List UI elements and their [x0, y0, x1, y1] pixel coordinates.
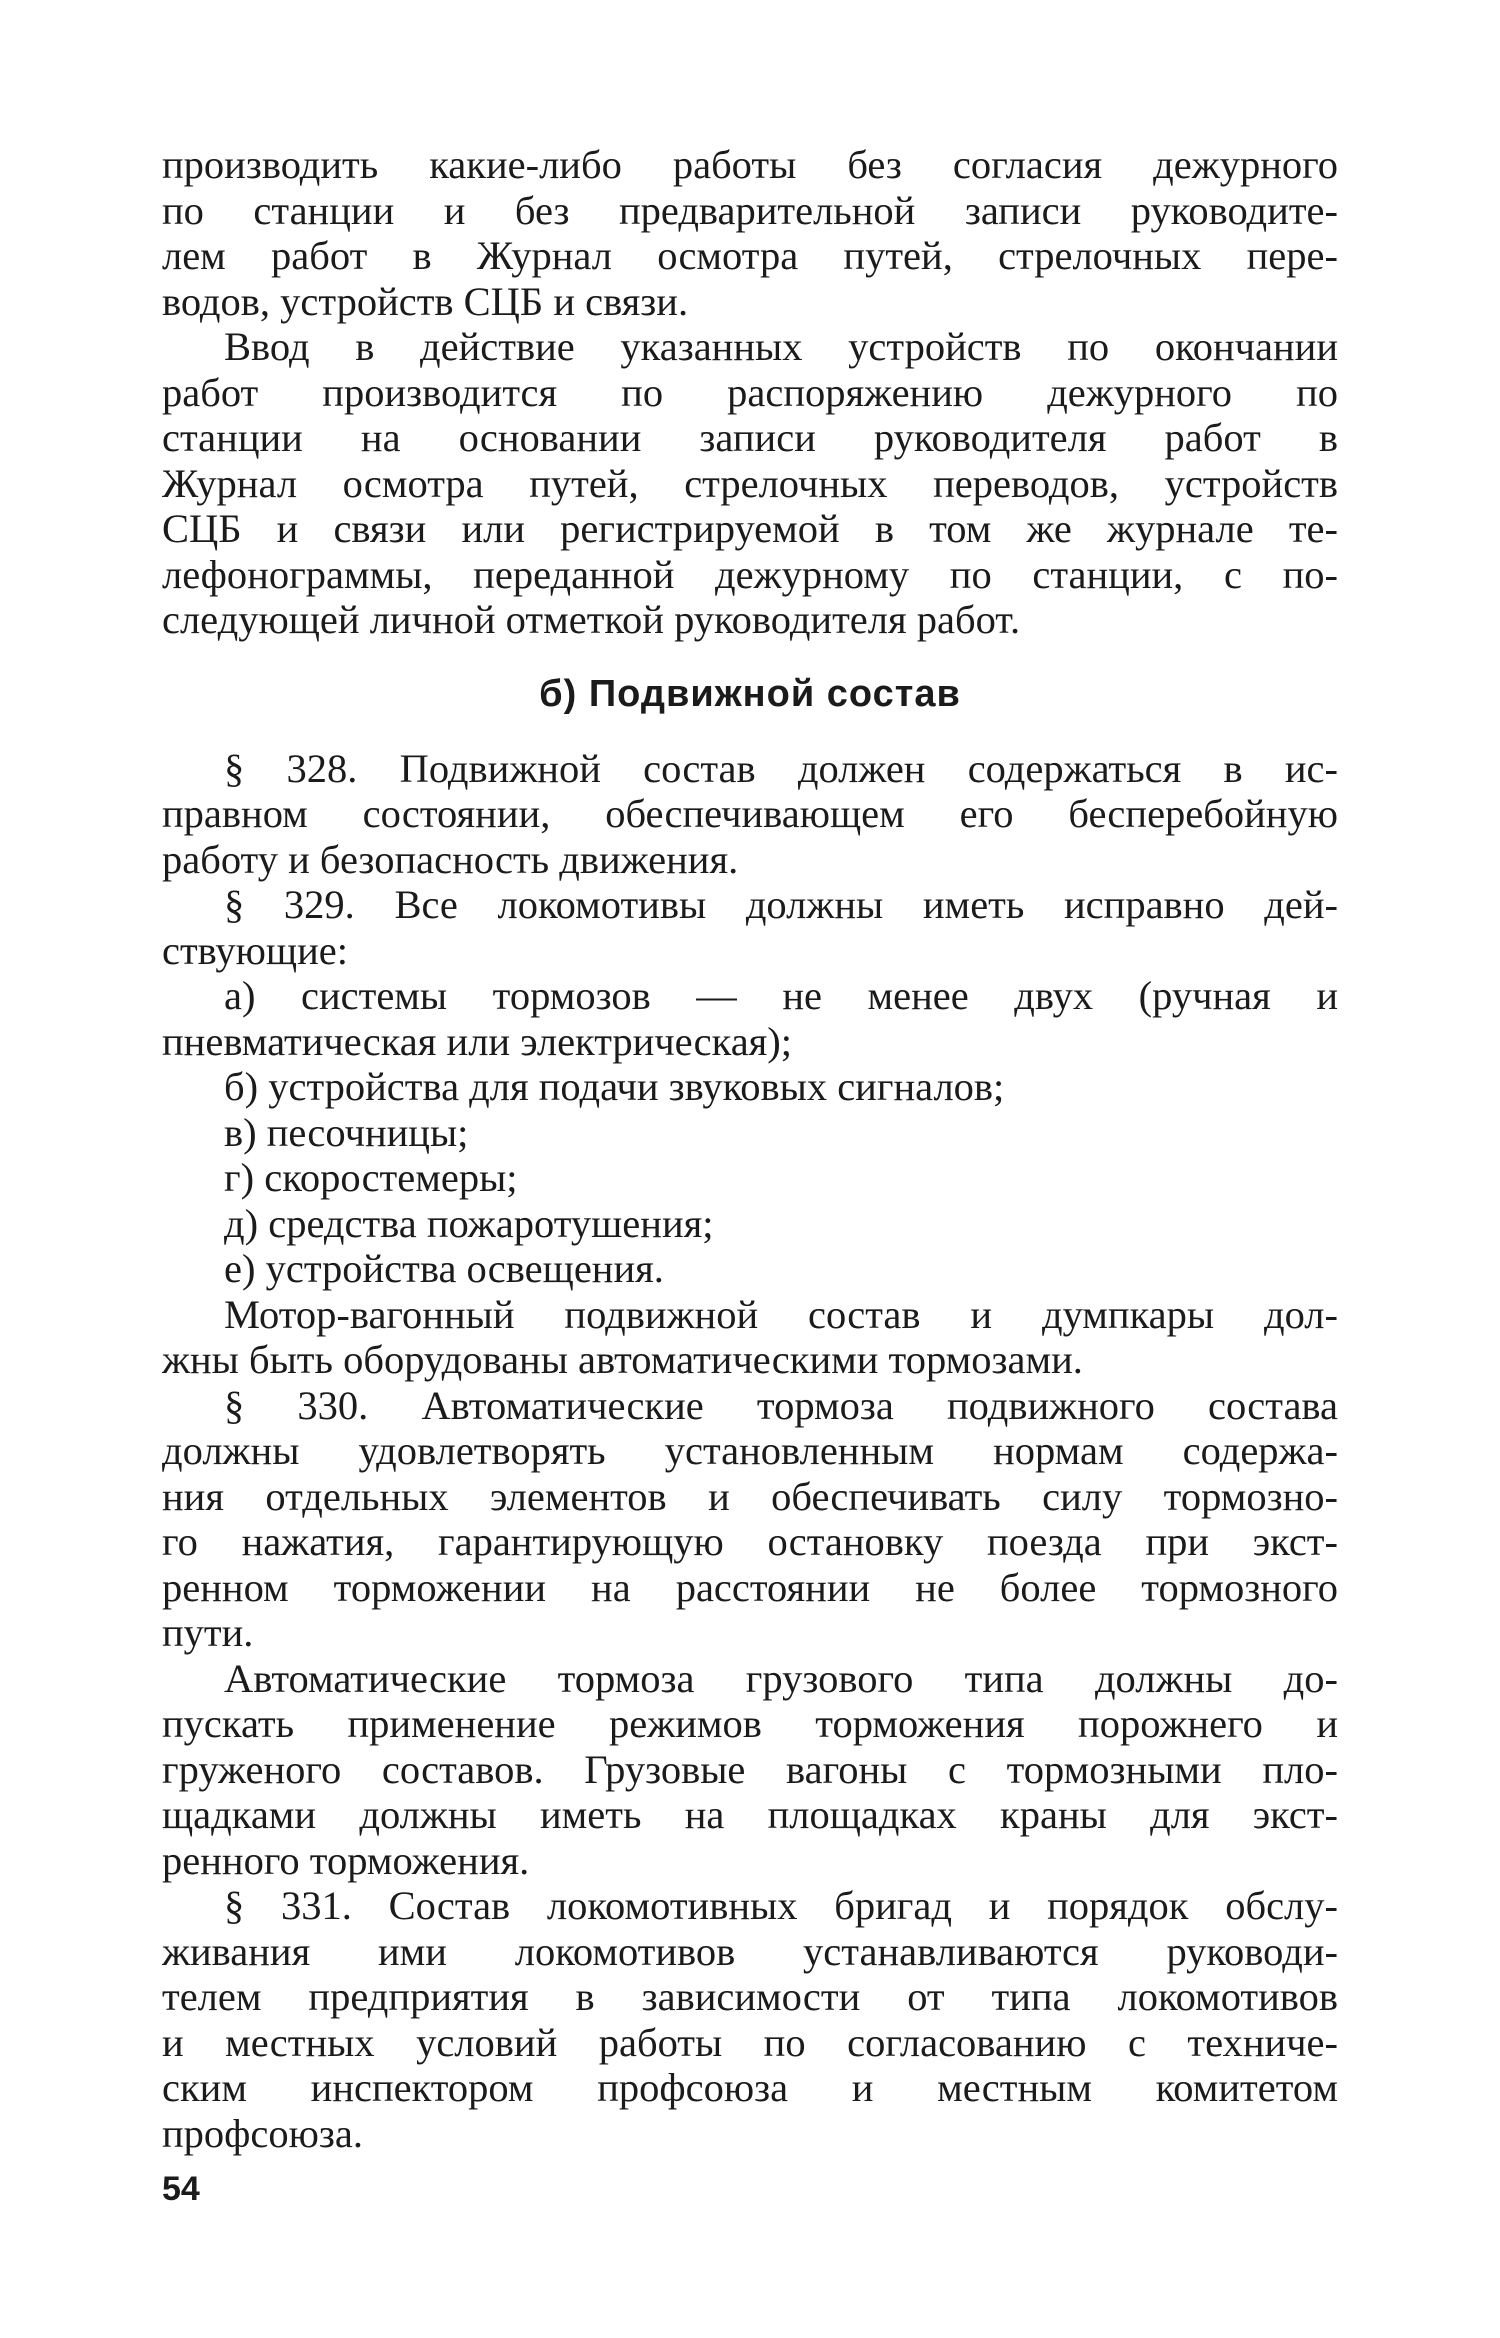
paragraph — [162, 1292, 1338, 1383]
text-block-after-heading — [162, 746, 1338, 2157]
text-line: а) системы тормозов — не менее двух (ручная и — [224, 973, 1338, 1018]
paragraph — [162, 746, 1338, 883]
paragraph — [162, 1155, 1338, 1201]
text-line: пускать применение режимов торможения порожнего и — [162, 1701, 1338, 1746]
text-line: б) устройства для подачи звуковых сигналов; — [224, 1064, 1005, 1109]
text-line: е) устройства освещения. — [224, 1246, 664, 1291]
text-line: груженого составов. Грузовые вагоны с тормозными пло- — [162, 1746, 1338, 1792]
text-line: ствующие: — [162, 927, 349, 973]
text-line: водов, устройств СЦБ и связи. — [162, 278, 689, 324]
text-line: станции на основании записи руководителя работ в — [162, 415, 1338, 460]
text-line: § 328. Подвижной состав должен содержаться в ис- — [224, 745, 1338, 791]
paragraph — [162, 973, 1338, 1064]
paragraph — [162, 324, 1338, 643]
text-line: пневматическая или электрическая); — [162, 1018, 793, 1064]
text-line: Ввод в действие указанных устройств по окончании — [224, 324, 1338, 369]
text-line: Журнал осмотра путей, стрелочных переводов, устройств — [162, 460, 1338, 506]
text-line: ренном торможении на расстоянии не более тормозного — [162, 1564, 1338, 1610]
text-line: следующей личной отметкой руководителя работ. — [162, 597, 1021, 642]
text-line: СЦБ и связи или регистрируемой в том же журнале те- — [162, 506, 1338, 551]
paragraph — [162, 1383, 1338, 1656]
text-line: щадками должны иметь на площадках краны для экст- — [162, 1792, 1338, 1837]
page-number: 54 — [162, 2170, 200, 2208]
paragraph — [162, 1656, 1338, 1884]
text-line: и местных условий работы по согласованию с техниче- — [162, 2019, 1338, 2065]
paragraph — [162, 1110, 1338, 1156]
page-body — [162, 142, 1338, 2156]
text-line: в) песочницы; — [224, 1109, 469, 1155]
text-line: § 330. Автоматические тормоза подвижного состава — [224, 1382, 1338, 1428]
paragraph — [162, 1201, 1338, 1247]
text-line: работ производится по распоряжению дежурного по — [162, 369, 1338, 415]
text-line: го нажатия, гарантирующую остановку поезда при экст- — [162, 1519, 1338, 1564]
text-line: § 331. Состав локомотивных бригад и порядок обслу- — [224, 1883, 1338, 1928]
text-line: телем предприятия в зависимости от типа локомотивов — [162, 1974, 1338, 2019]
text-line: жны быть оборудованы автоматическими тормозами. — [162, 1337, 1083, 1382]
text-line: по станции и без предварительной записи руководите- — [162, 187, 1338, 233]
text-line: профсоюза. — [162, 2110, 363, 2156]
text-block-before-heading — [162, 142, 1338, 643]
paragraph — [162, 1883, 1338, 2156]
paragraph — [162, 1246, 1338, 1292]
text-line: лефонограммы, переданной дежурному по станции, с по- — [162, 551, 1338, 597]
text-line: ренного торможения. — [162, 1837, 530, 1883]
text-line: ния отдельных элементов и обеспечивать силу тормозно- — [162, 1473, 1338, 1519]
text-line: должны удовлетворять установленным нормам содержа- — [162, 1428, 1338, 1473]
text-line: работу и безопасность движения. — [162, 836, 739, 882]
section-heading: б) Подвижной состав — [539, 672, 961, 715]
text-line: правном состоянии, обеспечивающем его бесперебойную — [162, 791, 1338, 836]
text-line: лем работ в Журнал осмотра путей, стрелочных пере- — [162, 233, 1338, 278]
text-line: д) средства пожаротушения; — [224, 1200, 714, 1246]
paragraph — [162, 1064, 1338, 1110]
text-line: ским инспектором профсоюза и местным комитетом — [162, 2065, 1338, 2110]
text-line: Автоматические тормоза грузового типа должны до- — [224, 1655, 1338, 1701]
text-line: Мотор-вагонный подвижной состав и думпкары дол- — [224, 1291, 1338, 1337]
text-line: производить какие-либо работы без согласия дежурного — [162, 142, 1338, 187]
text-line: живания ими локомотивов устанавливаются руководи- — [162, 1928, 1338, 1974]
paragraph — [162, 882, 1338, 973]
text-line: г) скоростемеры; — [224, 1155, 518, 1200]
text-line: пути. — [162, 1610, 254, 1655]
text-line: § 329. Все локомотивы должны иметь исправно дей- — [224, 882, 1338, 927]
paragraph — [162, 142, 1338, 324]
